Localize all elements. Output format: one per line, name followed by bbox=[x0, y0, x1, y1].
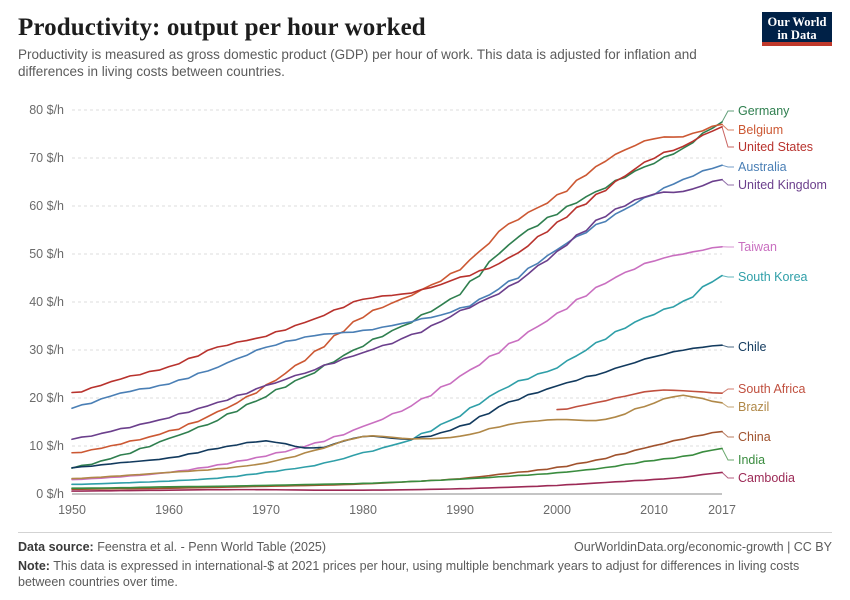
footer-link[interactable]: OurWorldinData.org/economic-growth | CC BY bbox=[574, 540, 832, 554]
page-subtitle: Productivity is measured as gross domestic product (GDP) per hour of work. This data is adjusted for inflation and differences in living costs between countries. bbox=[18, 47, 697, 79]
x-axis-tick-label: 1990 bbox=[446, 503, 474, 517]
series-label-leader bbox=[722, 472, 734, 478]
series-label[interactable]: China bbox=[738, 430, 771, 444]
series-line bbox=[72, 127, 722, 393]
series-label-leader bbox=[722, 180, 734, 185]
x-axis-tick-label: 1960 bbox=[155, 503, 183, 517]
y-axis-tick-label: 60 $/h bbox=[29, 199, 64, 213]
series-label[interactable]: Cambodia bbox=[738, 471, 795, 485]
series-label[interactable]: United States bbox=[738, 140, 814, 154]
footer-note bbox=[18, 558, 818, 590]
note-label: Note: bbox=[18, 559, 50, 573]
y-axis-tick-label: 20 $/h bbox=[29, 391, 64, 405]
series-label-leader bbox=[722, 124, 734, 130]
series-label[interactable]: Taiwan bbox=[738, 240, 777, 254]
chart-footer bbox=[18, 532, 832, 590]
chart-svg bbox=[0, 92, 850, 522]
y-axis-tick-label: 50 $/h bbox=[29, 247, 64, 261]
series-line bbox=[72, 345, 722, 468]
series-label-leader bbox=[722, 111, 734, 122]
owid-logo[interactable] bbox=[762, 12, 832, 46]
series-line bbox=[72, 165, 722, 408]
page-title: Productivity: output per hour worked bbox=[18, 14, 426, 41]
series-label[interactable]: United Kingdom bbox=[738, 178, 827, 192]
footer-source bbox=[18, 539, 326, 555]
x-axis-tick-label: 2000 bbox=[543, 503, 571, 517]
note-value: This data is expressed in international-$ at 2021 prices per hour, using multiple benchmark years to adjust for differences in living costs between countries over time. bbox=[18, 559, 800, 589]
series-label-leader bbox=[722, 276, 734, 277]
series-label[interactable]: Chile bbox=[738, 340, 767, 354]
series-label-leader bbox=[722, 448, 734, 460]
source-label: Data source: bbox=[18, 540, 94, 554]
y-axis-tick-label: 80 $/h bbox=[29, 103, 64, 117]
series-line bbox=[72, 180, 722, 440]
y-axis-tick-label: 70 $/h bbox=[29, 151, 64, 165]
x-axis-tick-label: 1980 bbox=[349, 503, 377, 517]
y-axis-tick-label: 30 $/h bbox=[29, 343, 64, 357]
line-chart bbox=[0, 92, 850, 522]
series-label[interactable]: Australia bbox=[738, 160, 787, 174]
x-axis-tick-label: 2017 bbox=[708, 503, 736, 517]
series-label-leader bbox=[722, 389, 734, 393]
source-value: Feenstra et al. - Penn World Table (2025) bbox=[97, 540, 327, 554]
series-line bbox=[557, 390, 722, 410]
series-label[interactable]: Germany bbox=[738, 104, 790, 118]
series-label-leader bbox=[722, 432, 734, 437]
x-axis-tick-label: 2010 bbox=[640, 503, 668, 517]
series-line bbox=[72, 124, 722, 452]
y-axis-tick-label: 0 $/h bbox=[36, 487, 64, 501]
y-axis-tick-label: 40 $/h bbox=[29, 295, 64, 309]
series-label-leader bbox=[722, 345, 734, 347]
x-axis-tick-label: 1950 bbox=[58, 503, 86, 517]
series-label[interactable]: India bbox=[738, 453, 766, 467]
series-label[interactable]: Brazil bbox=[738, 400, 770, 414]
series-line bbox=[72, 395, 722, 478]
logo-line-1: Our World bbox=[767, 15, 827, 29]
x-axis-tick-label: 1970 bbox=[252, 503, 280, 517]
y-axis-tick-label: 10 $/h bbox=[29, 439, 64, 453]
series-label[interactable]: Belgium bbox=[738, 123, 784, 137]
series-label[interactable]: South Africa bbox=[738, 382, 806, 396]
series-label-leader bbox=[722, 403, 734, 407]
series-label-leader bbox=[722, 165, 734, 167]
logo-line-2: in Data bbox=[777, 28, 817, 42]
series-label[interactable]: South Korea bbox=[738, 270, 808, 284]
